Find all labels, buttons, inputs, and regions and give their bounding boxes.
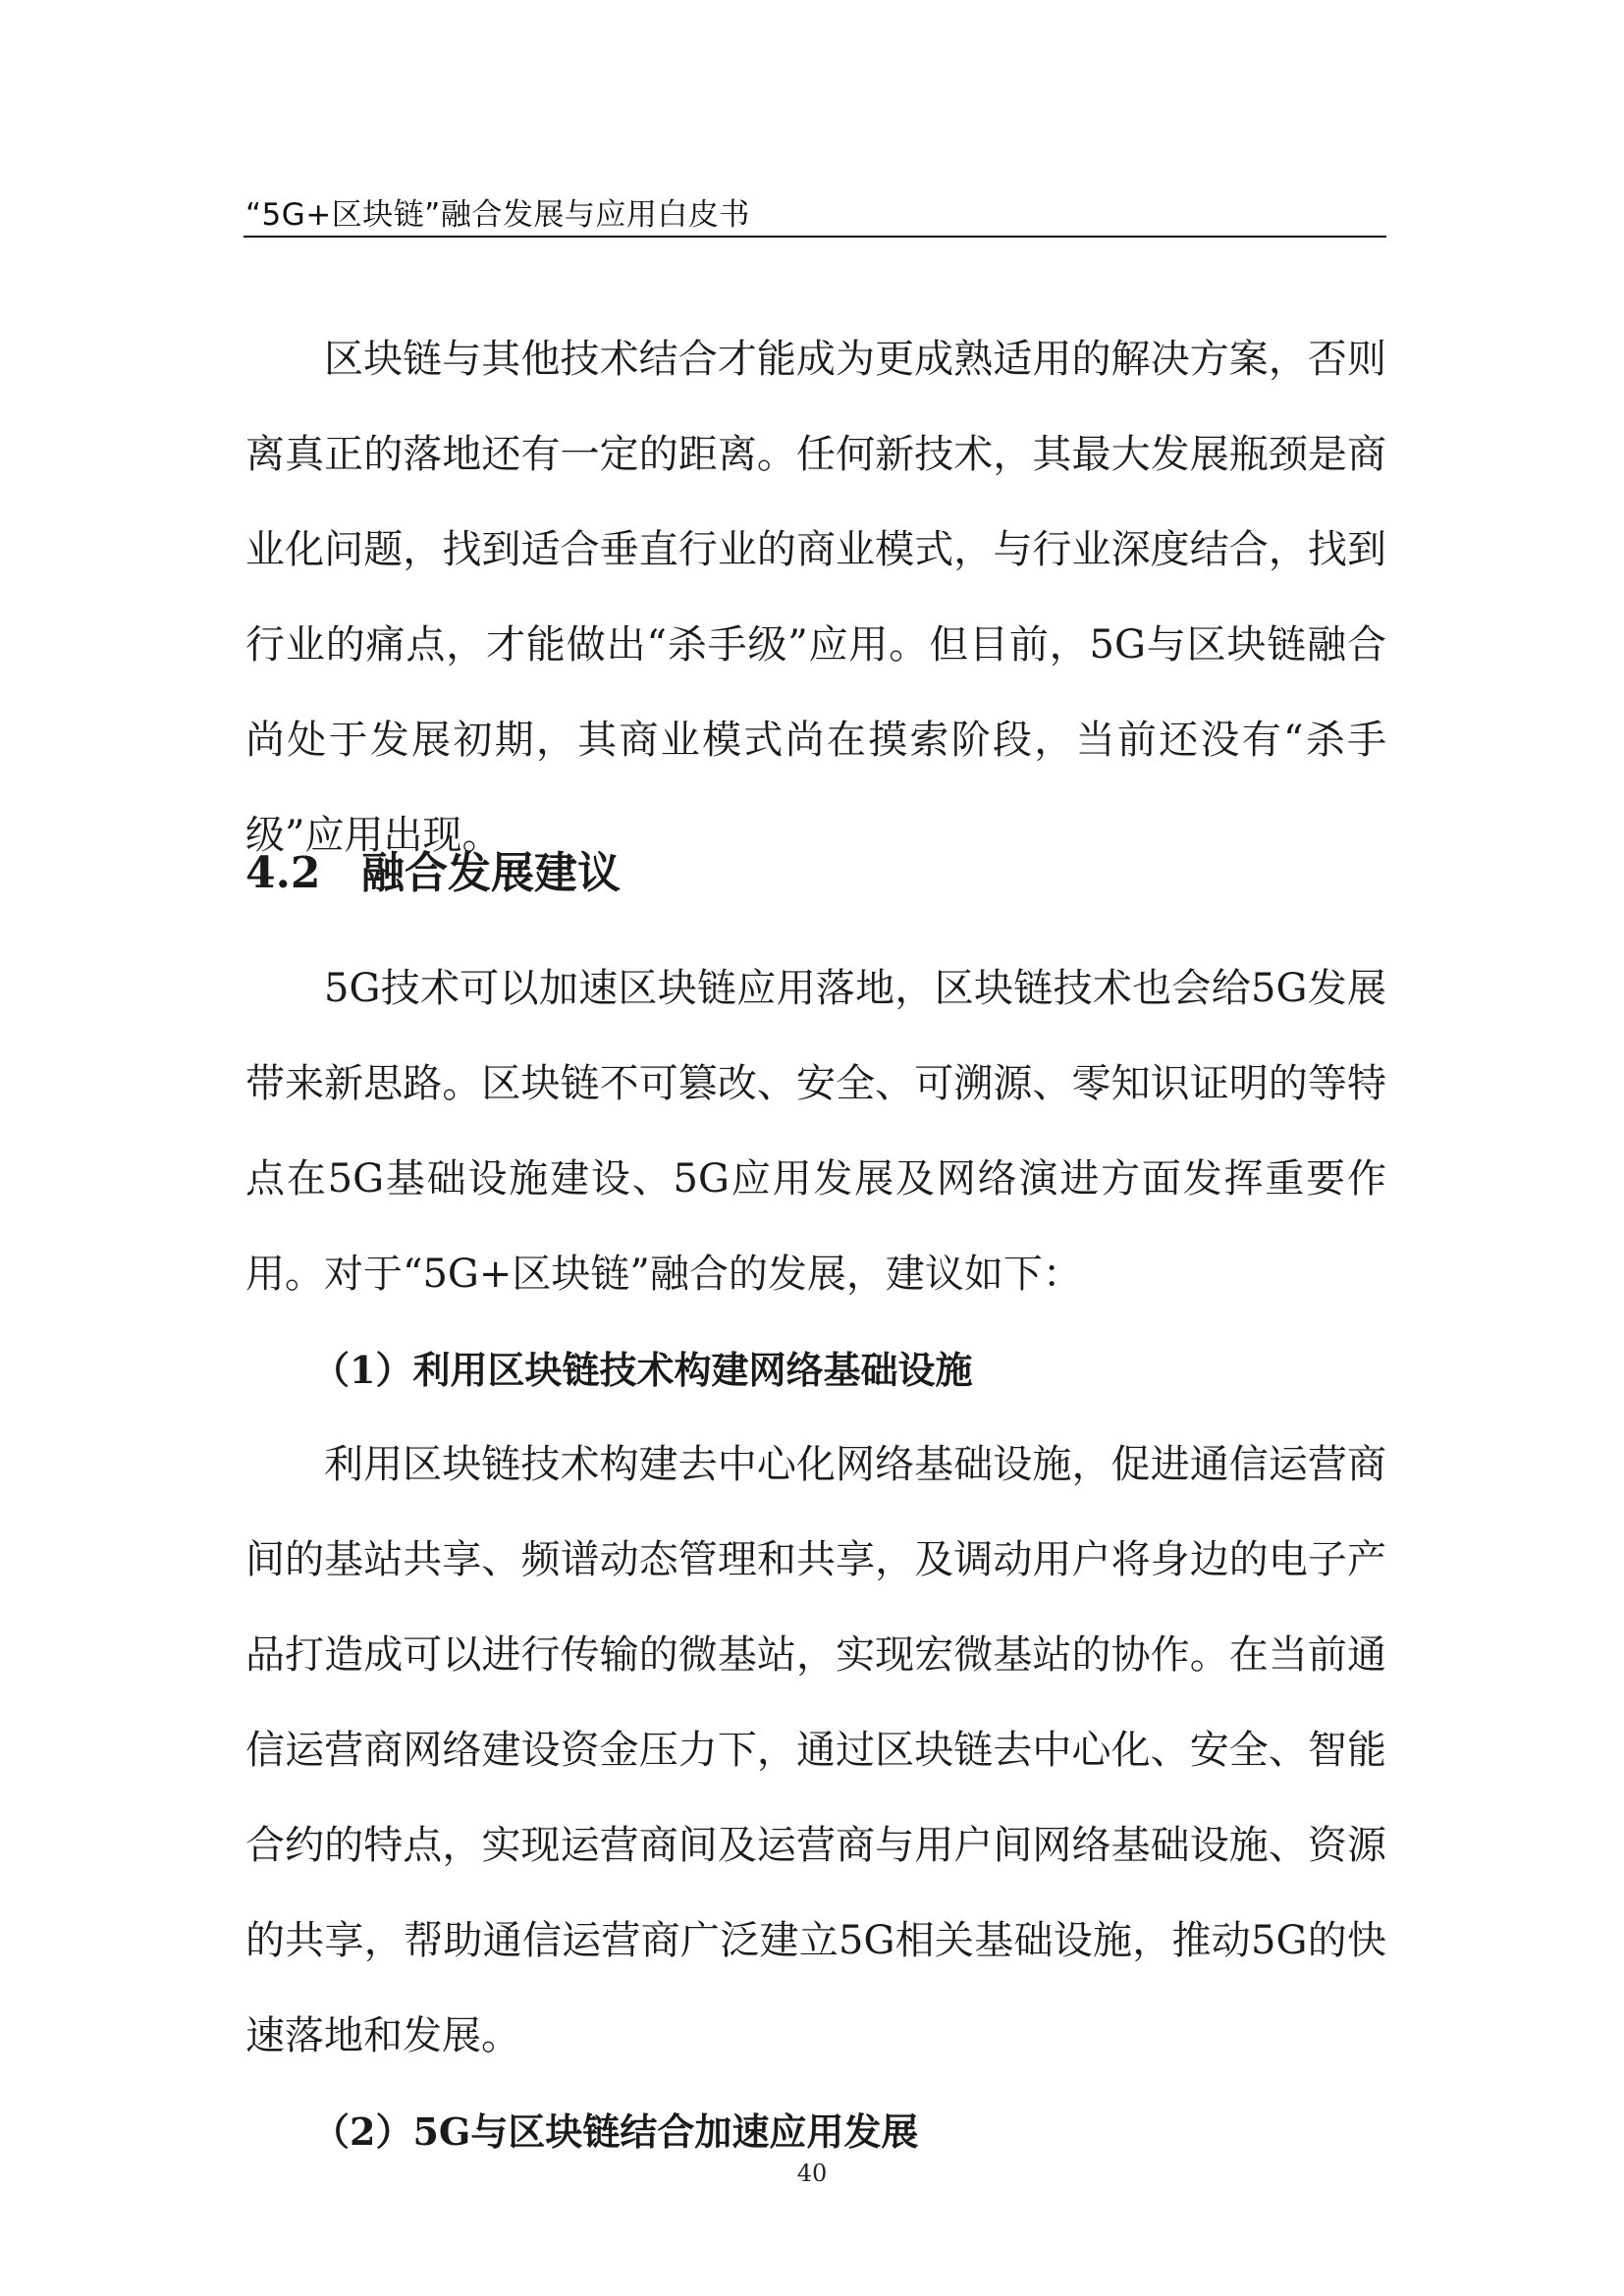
page-number: 40 <box>796 2160 828 2187</box>
header-divider <box>244 236 1386 238</box>
subheading-2: （2）5G与区块链结合加速应用发展 <box>312 2109 919 2154</box>
page-content <box>245 312 1386 2179</box>
section-title-text: 融合发展建议 <box>361 848 621 898</box>
body-paragraph-3: 利用区块链技术构建去中心化网络基础设施，促进通信运营商间的基站共享、频谱动态管理和共享，及调动用户将身边的电子产品打造成可以进行传输的微基站，实现宏微基站的协作。在当前通信运营商网络建设资金压力下，通过区块链去中心化、安全、智能合约的特点，实现运营商间及运营商与用户间网络基础设施、资源的共享，帮助通信运营商广泛建立5G相关基础设施，推动5G的快速落地和发展。 <box>245 1442 1386 2058</box>
subheading-1: （1）利用区块链技术构建网络基础设施 <box>312 1348 973 1392</box>
running-header-title: “5G+区块链”融合发展与应用白皮书 <box>245 197 750 233</box>
body-paragraph-2: 5G技术可以加速区块链应用落地，区块链技术也会给5G发展带来新思路。区块链不可篡改、安全、可溯源、零知识证明的等特点在5G基础设施建设、5G应用发展及网络演进方面发挥重要作用。对于“5G+区块链”融合的发展，建议如下： <box>245 966 1386 1297</box>
section-number: 4.2 <box>245 848 321 898</box>
body-paragraph-1: 区块链与其他技术结合才能成为更成熟适用的解决方案，否则离真正的落地还有一定的距离。任何新技术，其最大发展瓶颈是商业化问题，找到适合垂直行业的商业模式，与行业深度结合，找到行业的痛点，才能做出“杀手级”应用。但目前，5G与区块链融合尚处于发展初期，其商业模式尚在摸索阶段，当前还没有“杀手级”应用出现。 <box>245 337 1386 858</box>
section-heading <box>245 830 1386 941</box>
